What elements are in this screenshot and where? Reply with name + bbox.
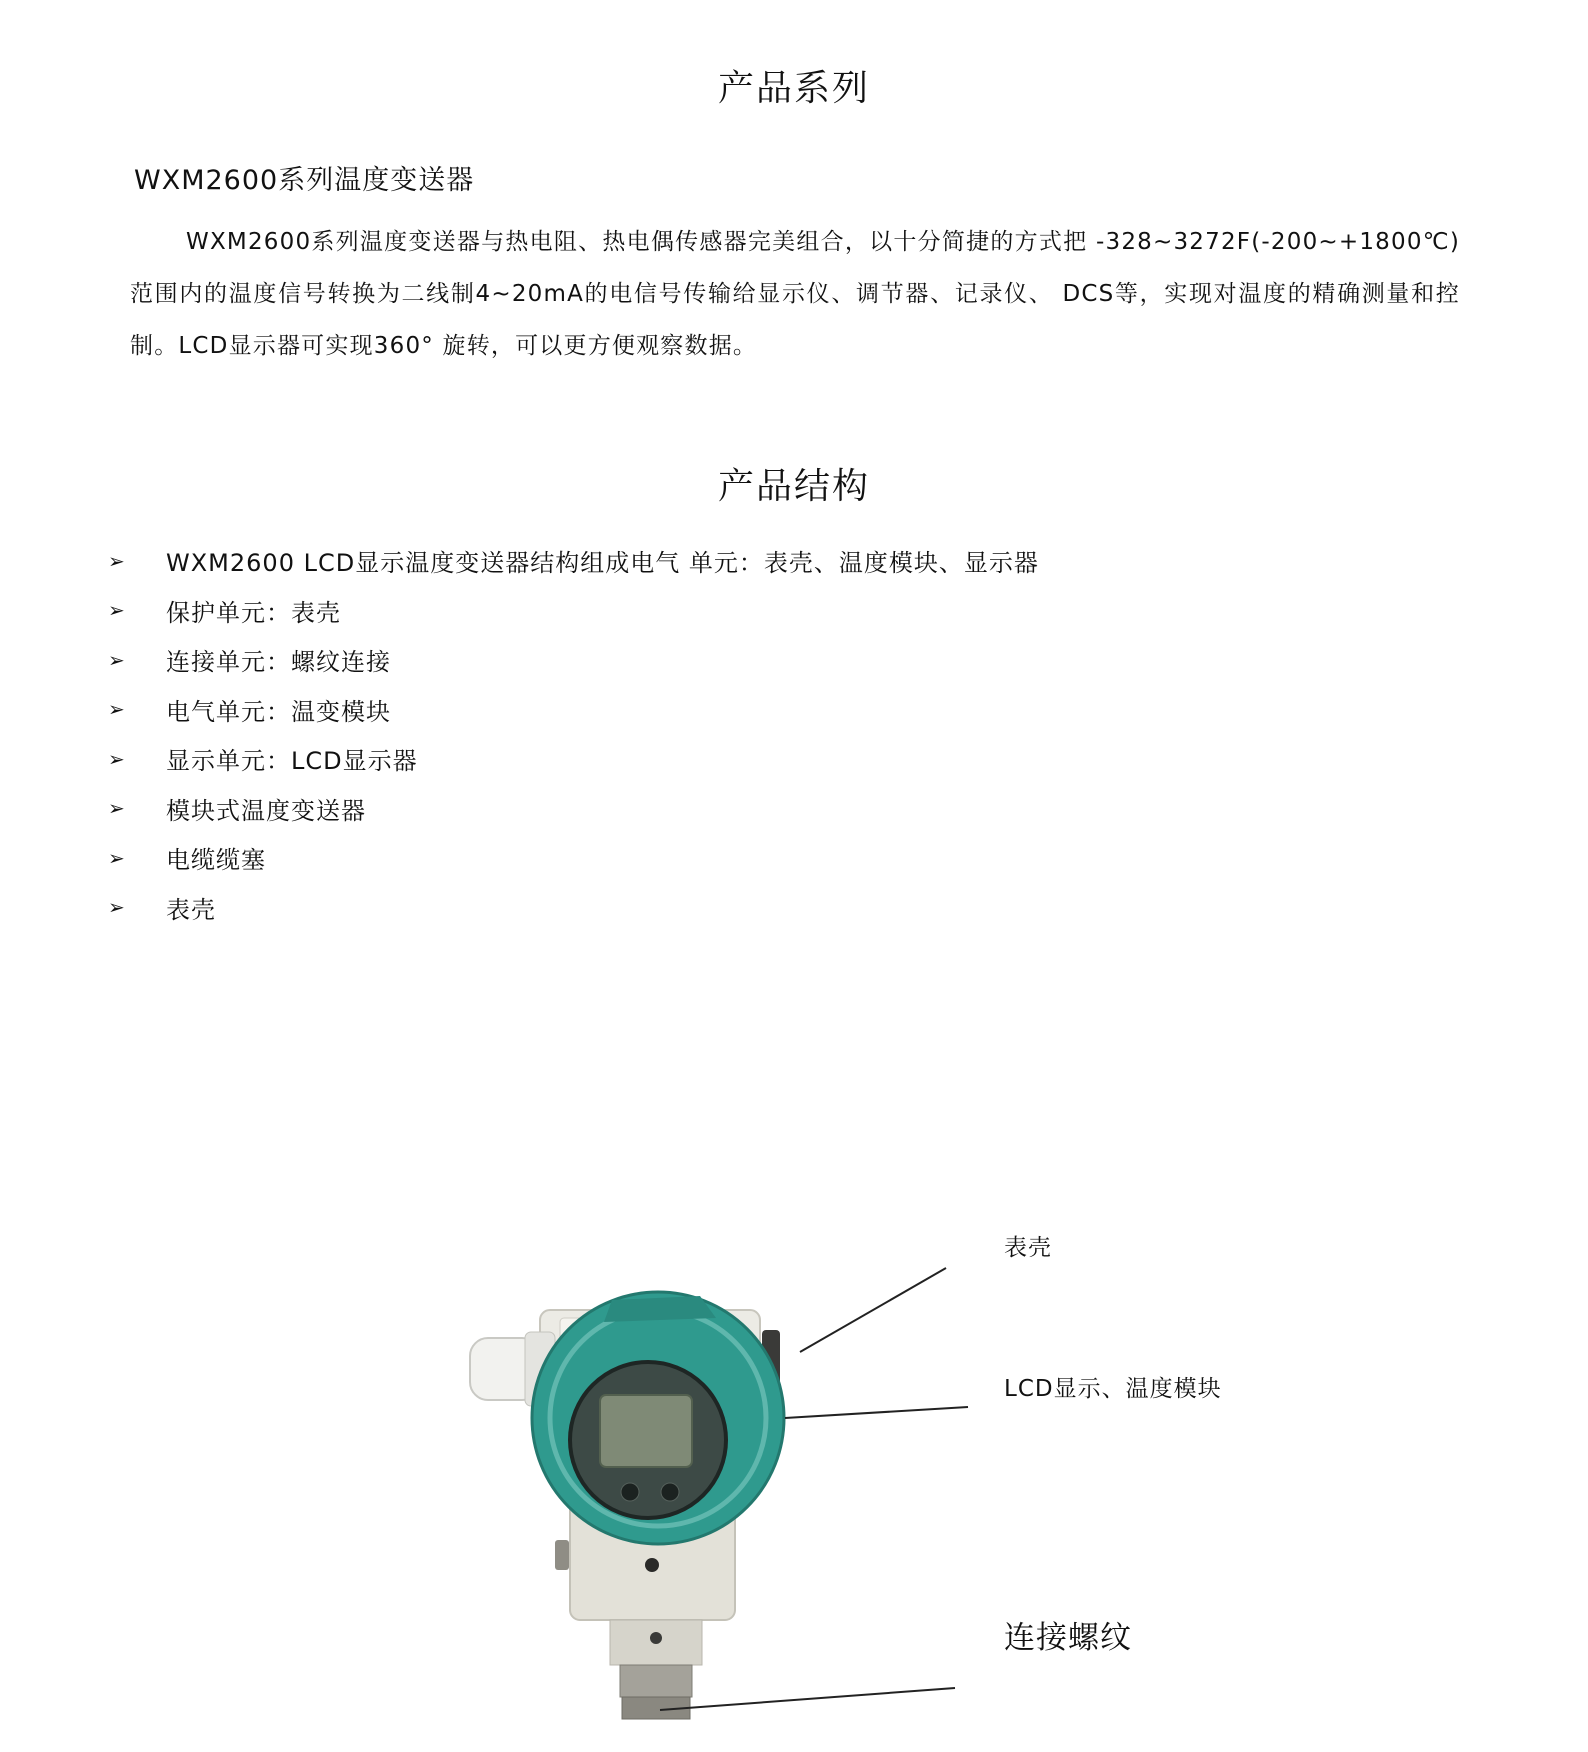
- arrow-bullet-icon: ➢: [108, 697, 126, 722]
- leader-line-housing: [800, 1268, 946, 1352]
- cover-tab: [604, 1296, 716, 1322]
- body-screw-hole: [645, 1558, 659, 1572]
- list-item-text: 电气单元：温变模块: [166, 697, 391, 726]
- thread-hex: [620, 1665, 692, 1697]
- arrow-bullet-icon: ➢: [108, 548, 126, 573]
- leader-line-lcd: [785, 1407, 968, 1418]
- list-item-text: 电缆缆塞: [166, 846, 266, 875]
- list-item-text: 模块式温度变送器: [166, 796, 366, 825]
- product-description: WXM2600系列温度变送器与热电阻、热电偶传感器完美组合，以十分简捷的方式把 -328~3272F(-200~+1800℃)范围内的温度信号转换为二线制4~20mA的电信号传输给显示仪、调节器、记录仪、 DCS等，实现对温度的精确测量和控制。LCD显示器可实现360° 旋转，可以更方便观察数据。: [130, 229, 1460, 359]
- arrow-bullet-icon: ➢: [108, 845, 126, 870]
- leader-line-thread: [660, 1688, 955, 1710]
- lcd-button-left: [621, 1483, 639, 1501]
- arrow-bullet-icon: ➢: [108, 796, 126, 821]
- list-item-text: 保护单元：表壳: [166, 598, 341, 627]
- list-item-text: 表壳: [166, 895, 216, 924]
- callout-housing: 表壳: [1004, 1235, 1052, 1261]
- list-item-text: WXM2600 LCD显示温度变送器结构组成电气 单元：表壳、温度模块、显示器: [166, 549, 1039, 578]
- list-item-text: 显示单元：LCD显示器: [166, 747, 418, 776]
- arrow-bullet-icon: ➢: [108, 598, 126, 623]
- ground-screw: [555, 1540, 569, 1570]
- arrow-bullet-icon: ➢: [108, 895, 126, 920]
- section-title-series: 产品系列: [717, 68, 870, 109]
- section-title-structure: 产品结构: [717, 466, 870, 507]
- arrow-bullet-icon: ➢: [108, 647, 126, 672]
- lcd-button-right: [661, 1483, 679, 1501]
- list-item-text: 连接单元：螺纹连接: [166, 648, 391, 677]
- lcd-screen: [600, 1395, 692, 1467]
- arrow-bullet-icon: ➢: [108, 746, 126, 771]
- neck-hole: [650, 1632, 662, 1644]
- product-subtitle: WXM2600系列温度变送器: [134, 165, 475, 196]
- callout-thread: 连接螺纹: [1004, 1620, 1132, 1656]
- callout-lcd-module: LCD显示、温度模块: [1004, 1376, 1222, 1402]
